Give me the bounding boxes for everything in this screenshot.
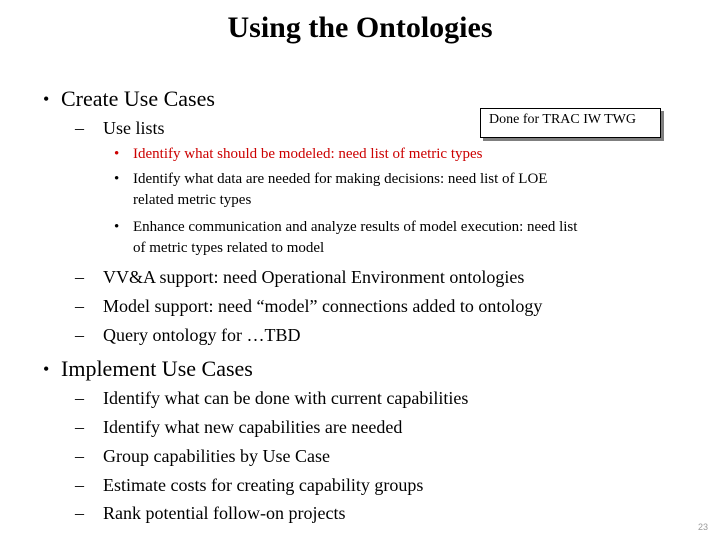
- dash-marker: –: [75, 118, 84, 138]
- subitem-group-capabilities: Group capabilities by Use Case: [103, 446, 330, 466]
- page-number: 23: [698, 522, 709, 532]
- subitem-estimate-costs: Estimate costs for creating capability groups: [103, 475, 424, 495]
- use-list-bullet: Enhance communication and analyze results of model execution: need list: [133, 219, 578, 235]
- subitem-vva-support: VV&A support: need Operational Environment ontologies: [103, 267, 525, 287]
- use-list-bullet-continuation: related metric types: [133, 192, 252, 208]
- bullet-marker: •: [114, 219, 120, 235]
- done-callout-box: Done for TRAC IW TWG: [480, 108, 661, 138]
- subitem-rank-projects: Rank potential follow-on projects: [103, 503, 346, 523]
- dash-marker: –: [75, 388, 84, 408]
- bullet-marker: •: [114, 171, 120, 187]
- section-heading-implement-use-cases: Implement Use Cases: [61, 356, 253, 381]
- subitem-identify-current: Identify what can be done with current capabilities: [103, 388, 469, 408]
- bullet-marker: •: [43, 359, 50, 379]
- subitem-use-lists: Use lists: [103, 118, 165, 138]
- subitem-identify-new: Identify what new capabilities are needed: [103, 417, 403, 437]
- use-list-bullet: Identify what should be modeled: need list of metric types: [133, 146, 483, 162]
- dash-marker: –: [75, 267, 84, 287]
- section-heading-create-use-cases: Create Use Cases: [61, 86, 215, 111]
- bullet-marker: •: [43, 89, 50, 109]
- bullet-marker: •: [114, 146, 120, 162]
- dash-marker: –: [75, 503, 84, 523]
- dash-marker: –: [75, 325, 84, 345]
- subitem-model-support: Model support: need “model” connections added to ontology: [103, 296, 543, 316]
- dash-marker: –: [75, 446, 84, 466]
- subitem-query-ontology: Query ontology for …TBD: [103, 325, 301, 345]
- dash-marker: –: [75, 475, 84, 495]
- dash-marker: –: [75, 296, 84, 316]
- dash-marker: –: [75, 417, 84, 437]
- use-list-bullet-continuation: of metric types related to model: [133, 240, 325, 256]
- use-list-bullet: Identify what data are needed for making decisions: need list of LOE: [133, 171, 548, 187]
- slide-title: Using the Ontologies: [227, 11, 493, 44]
